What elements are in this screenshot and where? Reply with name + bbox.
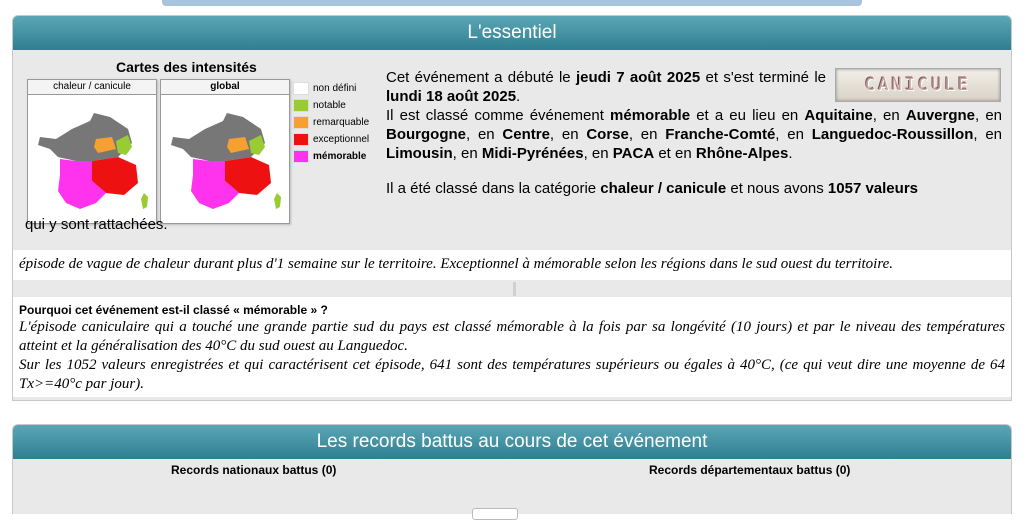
legend-item [293,148,369,165]
desc-text: Il est classé comme événement [386,107,611,124]
end-date: lundi 18 août 2025 [386,88,517,105]
records-panel [12,424,1012,514]
trailing-text: qui y sont rattachées. [25,216,168,233]
values-count: 1057 valeurs [827,180,918,197]
legend-label: notable [313,100,346,111]
desc-sep: , en [775,126,812,143]
legend-label: non défini [313,83,357,94]
why-paragraph: Sur les 1052 valeurs enregistrées et qui caractérisent cet épisode, 641 sont des températures supérieurs ou égales à 40°C, (ce qui veut dire une moyenne de 64 Tx>=40°c par jour). [19,357,1005,392]
legend-swatch-exceptionnel [293,133,309,146]
event-class: mémorable [610,107,691,124]
top-bar [162,0,862,6]
legend-swatch-memorable [293,150,309,163]
map-chaleur-caption: chaleur / canicule [28,80,156,95]
records-header: Les records battus au cours de cet événement [13,425,1011,459]
event-category: chaleur / canicule [600,180,727,197]
legend-swatch-notable [293,99,309,112]
map-chaleur[interactable] [27,79,157,224]
legend-item [293,114,369,131]
legend-item [293,131,369,148]
legend-item [293,80,369,97]
map-global-caption: global [161,80,289,95]
legend-label: mémorable [313,151,367,162]
region: Bourgogne [386,126,466,143]
desc-sep: , en [549,126,587,143]
start-date: jeudi 7 août 2025 [575,69,701,86]
desc-text: et nous avons [726,180,828,197]
desc-sep: , en [583,145,613,162]
essentiel-panel [12,15,1012,401]
region: Limousin [386,145,453,162]
essentiel-header: L'essentiel [13,16,1011,50]
region: Corse [586,126,629,143]
maps-title: Cartes des intensités [116,59,257,75]
region: Midi-Pyrénées [481,145,584,162]
desc-sep: , en [973,126,1003,143]
desc-text: Cet événement a débuté le [386,69,576,86]
desc-sep: , en [452,145,482,162]
desc-sep: , en [628,126,666,143]
desc-text: . [516,88,521,105]
why-paragraph: L'épisode caniculaire qui a touché une grande partie sud du pays est classé mémorable à la fois par sa longévité (10 jours) et par le niveau des températures atteint et la généralisation des 40°C du sud ouest au Languedoc. [19,319,1005,354]
map-chaleur-image [32,99,152,219]
logo-text: CANICULE [865,75,971,95]
legend-item [293,97,369,114]
desc-text: et a eu lieu en [690,107,805,124]
intensity-legend [293,80,369,165]
desc-text: Il a été classé dans la catégorie [386,180,601,197]
legend-label: remarquable [313,117,370,128]
legend-swatch-non-defini [293,82,309,95]
desc-sep: , en [975,107,1003,124]
region: PACA [612,145,655,162]
event-description: Cet événement a débuté le jeudi 7 août 2025 et s'est terminé le lundi 18 août 2025. Il est classé comme événement mémorable et a eu lieu en Aquitaine, en Auvergne, en Bourgogne, en Centre, en Corse, en Franche-Comté, en Languedoc-Roussillon, en Limousin, en Midi-Pyrénées, en PACA et en Rhône-Alpes. Il a été classé dans la catégorie chaleur / canicule et nous avons 1057 valeurs [386,69,1003,197]
divider [513,282,516,296]
desc-sep: , en [872,107,906,124]
region: Centre [502,126,550,143]
region: Franche-Comté [665,126,776,143]
region: Aquitaine [804,107,873,124]
records-nationaux[interactable]: Records nationaux battus (0) [171,463,337,477]
event-summary: épisode de vague de chaleur durant plus d'1 semaine sur le territoire. Exceptionnel à mémorable selon les régions dans le sud ouest du territoire. [19,256,894,272]
why-title: Pourquoi cet événement est-il classé « mémorable » ? [19,303,328,317]
desc-sep: , en [466,126,503,143]
region: Rhône-Alpes [695,145,789,162]
map-global[interactable] [160,79,290,224]
legend-swatch-remarquable [293,116,309,129]
summary-band [13,250,1011,280]
region: Auvergne [905,107,976,124]
desc-sep: et en [654,145,696,162]
map-global-image [165,99,285,219]
why-text [19,318,1005,394]
desc-text: et s'est terminé le [700,69,827,86]
records-departementaux[interactable]: Records départementaux battus (0) [649,463,851,477]
legend-label: exceptionnel [313,134,370,145]
region: Languedoc-Roussillon [811,126,974,143]
bottom-button[interactable] [472,508,518,520]
